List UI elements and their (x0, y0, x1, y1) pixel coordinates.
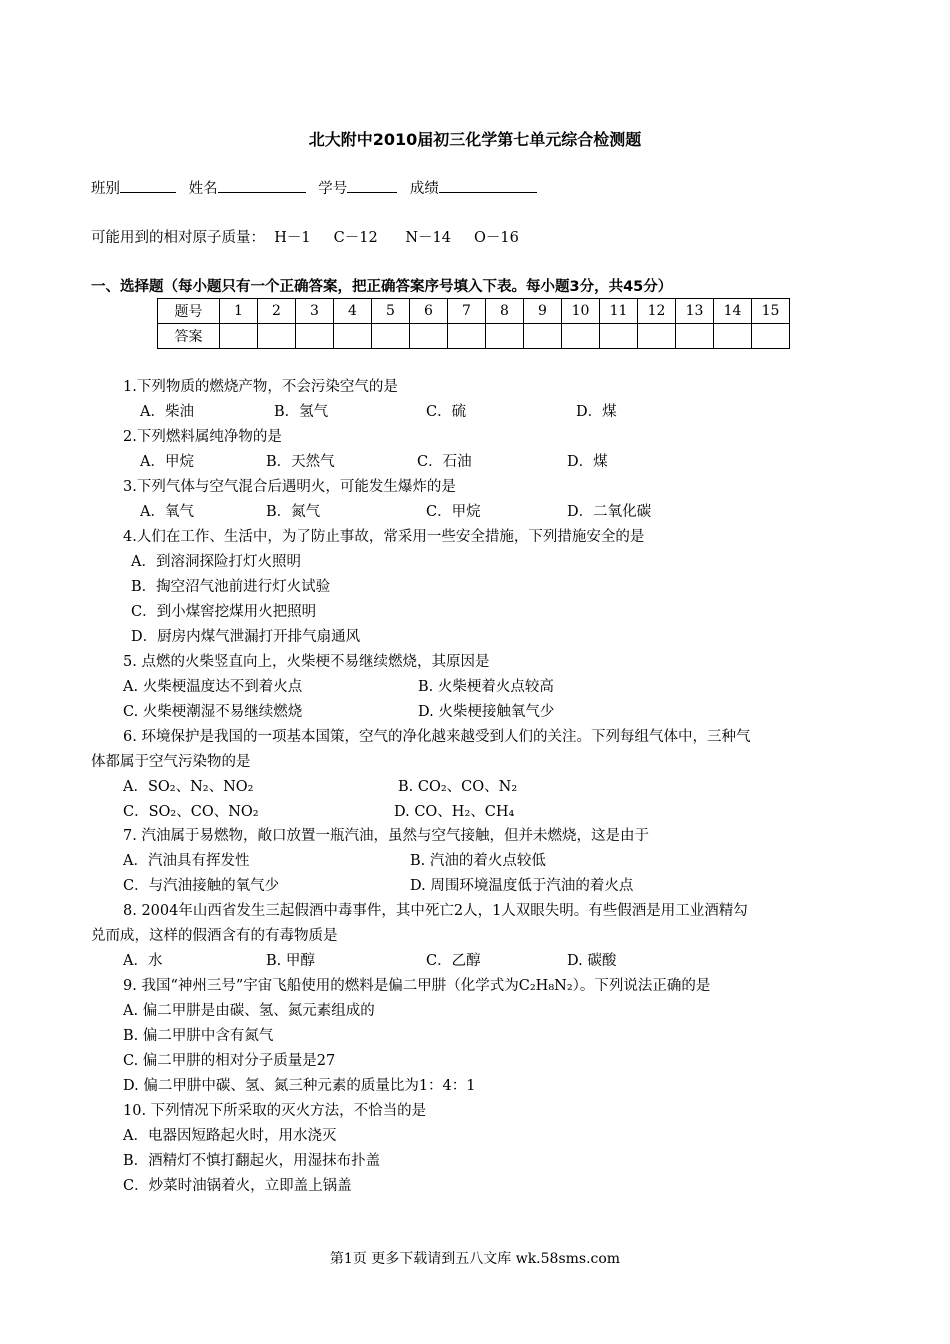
student-info-line (91, 178, 545, 199)
question-1: 1.下列物质的燃烧产物，不会污染空气的是 (123, 379, 398, 395)
question-number-cell: 12 (638, 299, 676, 324)
option-a: A．甲烷 (140, 454, 194, 470)
option-c: C．炒菜时油锅着火，立即盖上锅盖 (123, 1178, 352, 1194)
option-c: C．与汽油接触的氧气少 (123, 878, 280, 894)
question-number-cell: 13 (676, 299, 714, 324)
class-label: 班别 (91, 181, 120, 197)
option-c: C．甲烷 (426, 504, 481, 520)
option-d: D．二氧化碳 (567, 504, 652, 520)
answer-cell[interactable] (410, 324, 448, 349)
row-header-answer: 答案 (158, 324, 220, 349)
page-title: 北大附中2010届初三化学第七单元综合检测题 (308, 130, 642, 149)
answer-cell[interactable] (600, 324, 638, 349)
option-c: C. 火柴梗潮湿不易继续燃烧 (123, 704, 303, 720)
question-number-cell: 4 (334, 299, 372, 324)
question-number-cell: 5 (372, 299, 410, 324)
answer-cell[interactable] (676, 324, 714, 349)
question-6-line-2: 体都属于空气污染物的是 (91, 754, 251, 770)
name-blank (218, 178, 306, 193)
question-number-cell: 1 (220, 299, 258, 324)
option-d: D. 周围环境温度低于汽油的着火点 (410, 878, 634, 894)
option-c: C．乙醇 (426, 953, 481, 969)
option-b: B. 偏二甲肼中含有氮气 (123, 1028, 274, 1044)
option-a: A．汽油具有挥发性 (123, 853, 250, 869)
option-a: A．到溶洞探险打灯火照明 (131, 554, 301, 570)
option-a: A．SO₂、N₂、NO₂ (123, 779, 254, 795)
number-label: 学号 (318, 181, 348, 197)
question-number-cell: 8 (486, 299, 524, 324)
answer-table (157, 298, 790, 349)
question-number-cell: 9 (524, 299, 562, 324)
option-d: D．煤 (576, 404, 617, 420)
option-d: D．厨房内煤气泄漏打开排气扇通风 (131, 629, 361, 645)
answer-cell[interactable] (562, 324, 600, 349)
atomic-mass-line: 可能用到的相对原子质量： H－1 C－12 N－14 O－16 (91, 230, 519, 246)
option-d: D. 碳酸 (567, 953, 617, 969)
option-b: B．掏空沼气池前进行灯火试验 (131, 579, 331, 595)
question-number-cell: 7 (448, 299, 486, 324)
question-number-cell: 10 (562, 299, 600, 324)
table-row (158, 324, 790, 349)
option-a: A．水 (123, 953, 163, 969)
answer-cell[interactable] (372, 324, 410, 349)
score-blank (439, 178, 537, 193)
question-number-cell: 6 (410, 299, 448, 324)
question-10: 10. 下列情况下所采取的灭火方法，不恰当的是 (123, 1103, 427, 1119)
option-c: C. 偏二甲肼的相对分子质量是27 (123, 1053, 336, 1069)
question-number-cell: 3 (296, 299, 334, 324)
option-a: A. 偏二甲肼是由碳、氢、氮元素组成的 (123, 1003, 375, 1019)
option-a: A. 火柴梗温度达不到着火点 (123, 679, 303, 695)
question-3: 3.下列气体与空气混合后遇明火，可能发生爆炸的是 (123, 479, 456, 495)
question-6-line-1: 6. 环境保护是我国的一项基本国策，空气的净化越来越受到人们的关注。下列每组气体中，三种气 (123, 729, 751, 745)
number-blank (347, 178, 397, 193)
option-a: A．电器因短路起火时，用水浇灭 (123, 1128, 337, 1144)
option-d: D. 偏二甲肼中碳、氢、氮三种元素的质量比为1：4：1 (123, 1078, 476, 1094)
answer-cell[interactable] (296, 324, 334, 349)
question-2: 2.下列燃料属纯净物的是 (123, 429, 282, 445)
option-d: D. CO、H₂、CH₄ (394, 804, 515, 820)
question-number-cell: 11 (600, 299, 638, 324)
option-d: D. 火柴梗接触氧气少 (418, 704, 555, 720)
question-5: 5. 点燃的火柴竖直向上，火柴梗不易继续燃烧，其原因是 (123, 654, 490, 670)
table-row (158, 299, 790, 324)
option-c: C．硫 (426, 404, 467, 420)
question-8-line-1: 8. 2004年山西省发生三起假酒中毒事件，其中死亡2人，1人双眼失明。有些假酒是用工业酒精勾 (123, 903, 748, 919)
answer-cell[interactable] (486, 324, 524, 349)
answer-cell[interactable] (258, 324, 296, 349)
question-4: 4.人们在工作、生活中，为了防止事故，常采用一些安全措施，下列措施安全的是 (123, 529, 645, 545)
option-b: B．天然气 (266, 454, 335, 470)
option-b: B. 火柴梗着火点较高 (418, 679, 554, 695)
option-c: C．SO₂、CO、NO₂ (123, 804, 259, 820)
option-a: A．氧气 (140, 504, 194, 520)
question-number-cell: 2 (258, 299, 296, 324)
question-7: 7. 汽油属于易燃物，敞口放置一瓶汽油，虽然与空气接触，但并未燃烧，这是由于 (123, 828, 649, 844)
answer-cell[interactable] (524, 324, 562, 349)
answer-cell[interactable] (714, 324, 752, 349)
answer-cell[interactable] (752, 324, 790, 349)
option-c: C．到小煤窖挖煤用火把照明 (131, 604, 317, 620)
page-footer: 第1页 更多下载请到五八文库 wk.58sms.com (329, 1251, 621, 1267)
question-8-line-2: 兑而成，这样的假酒含有的有毒物质是 (91, 928, 338, 944)
option-b: B. 汽油的着火点较低 (410, 853, 546, 869)
answer-cell[interactable] (448, 324, 486, 349)
option-b: B．酒精灯不慎打翻起火，用湿抹布扑盖 (123, 1153, 381, 1169)
answer-cell[interactable] (220, 324, 258, 349)
class-blank (120, 178, 176, 193)
option-b: B．氮气 (266, 504, 321, 520)
answer-cell[interactable] (638, 324, 676, 349)
option-d: D．煤 (567, 454, 608, 470)
question-number-cell: 14 (714, 299, 752, 324)
option-c: C．石油 (417, 454, 472, 470)
question-number-cell: 15 (752, 299, 790, 324)
option-b: B．氢气 (274, 404, 329, 420)
name-label: 姓名 (188, 181, 218, 197)
row-header-number: 题号 (158, 299, 220, 324)
option-b: B. CO₂、CO、N₂ (398, 779, 518, 795)
option-a: A．柴油 (140, 404, 194, 420)
section-heading: 一、选择题（每小题只有一个正确答案，把正确答案序号填入下表。每小题3分，共45分） (91, 279, 673, 295)
answer-cell[interactable] (334, 324, 372, 349)
option-b: B. 甲醇 (266, 953, 315, 969)
question-9: 9. 我国“神州三号”宇宙飞船使用的燃料是偏二甲肼（化学式为C₂H₈N₂）。下列说法正确的是 (123, 978, 711, 994)
score-label: 成绩 (409, 181, 439, 197)
